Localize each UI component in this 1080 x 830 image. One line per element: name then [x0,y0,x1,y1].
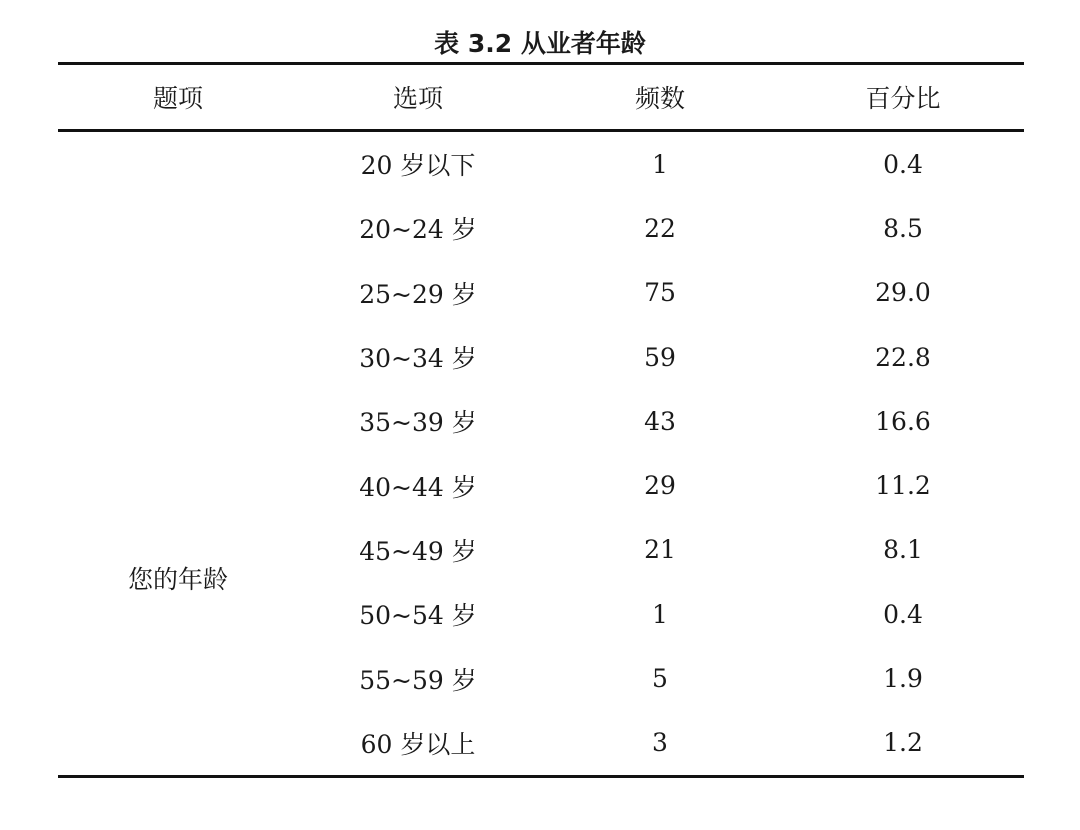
table-row [298,711,1024,775]
table-caption: 表 3.2 从业者年龄 [434,29,646,58]
option-cell: 35~39 岁 [359,408,477,438]
table-row [298,582,1024,646]
table-body [58,132,1024,775]
group-label: 您的年龄 [127,565,228,594]
frequency-cell: 59 [644,342,676,372]
table-row [298,389,1024,453]
option-cell: 25~29 岁 [359,279,477,309]
table-row [298,646,1024,710]
option-cell: 50~54 岁 [359,601,477,631]
table-row [298,518,1024,582]
frequency-cell: 21 [644,535,676,565]
percent-cell: 29.0 [875,278,931,308]
frequency-cell: 1 [652,149,668,179]
table-rows [298,132,1024,775]
frequency-cell: 75 [644,278,676,308]
bottom-rule [58,775,1024,778]
frequency-cell: 1 [652,599,668,629]
percent-cell: 0.4 [883,599,923,629]
percent-cell: 11.2 [875,471,931,501]
percent-cell: 1.2 [883,728,923,758]
option-cell: 30~34 岁 [359,344,477,374]
option-cell: 60 岁以上 [360,729,476,759]
header-item: 题项 [152,84,203,113]
option-cell: 45~49 岁 [359,536,477,566]
frequency-cell: 22 [644,213,676,243]
percent-cell: 16.6 [875,406,931,436]
table-row [298,196,1024,260]
option-cell: 20~24 岁 [359,215,477,245]
frequency-cell: 43 [644,406,676,436]
percent-cell: 1.9 [883,664,923,694]
option-cell: 40~44 岁 [359,472,477,502]
table-row [298,132,1024,196]
group-column [58,132,298,775]
frequency-cell: 29 [644,471,676,501]
percent-cell: 8.1 [883,535,923,565]
frequency-cell: 3 [652,728,668,758]
header-percent: 百分比 [865,84,941,113]
percent-cell: 0.4 [883,149,923,179]
table-header-row [58,65,1024,129]
table-row [298,261,1024,325]
table-row [298,325,1024,389]
table-row [298,453,1024,517]
frequency-cell: 5 [652,664,668,694]
percent-cell: 22.8 [875,342,931,372]
option-cell: 20 岁以下 [360,151,476,181]
option-cell: 55~59 岁 [359,665,477,695]
header-frequency: 频数 [634,84,685,113]
percent-cell: 8.5 [883,213,923,243]
header-option: 选项 [392,84,443,113]
